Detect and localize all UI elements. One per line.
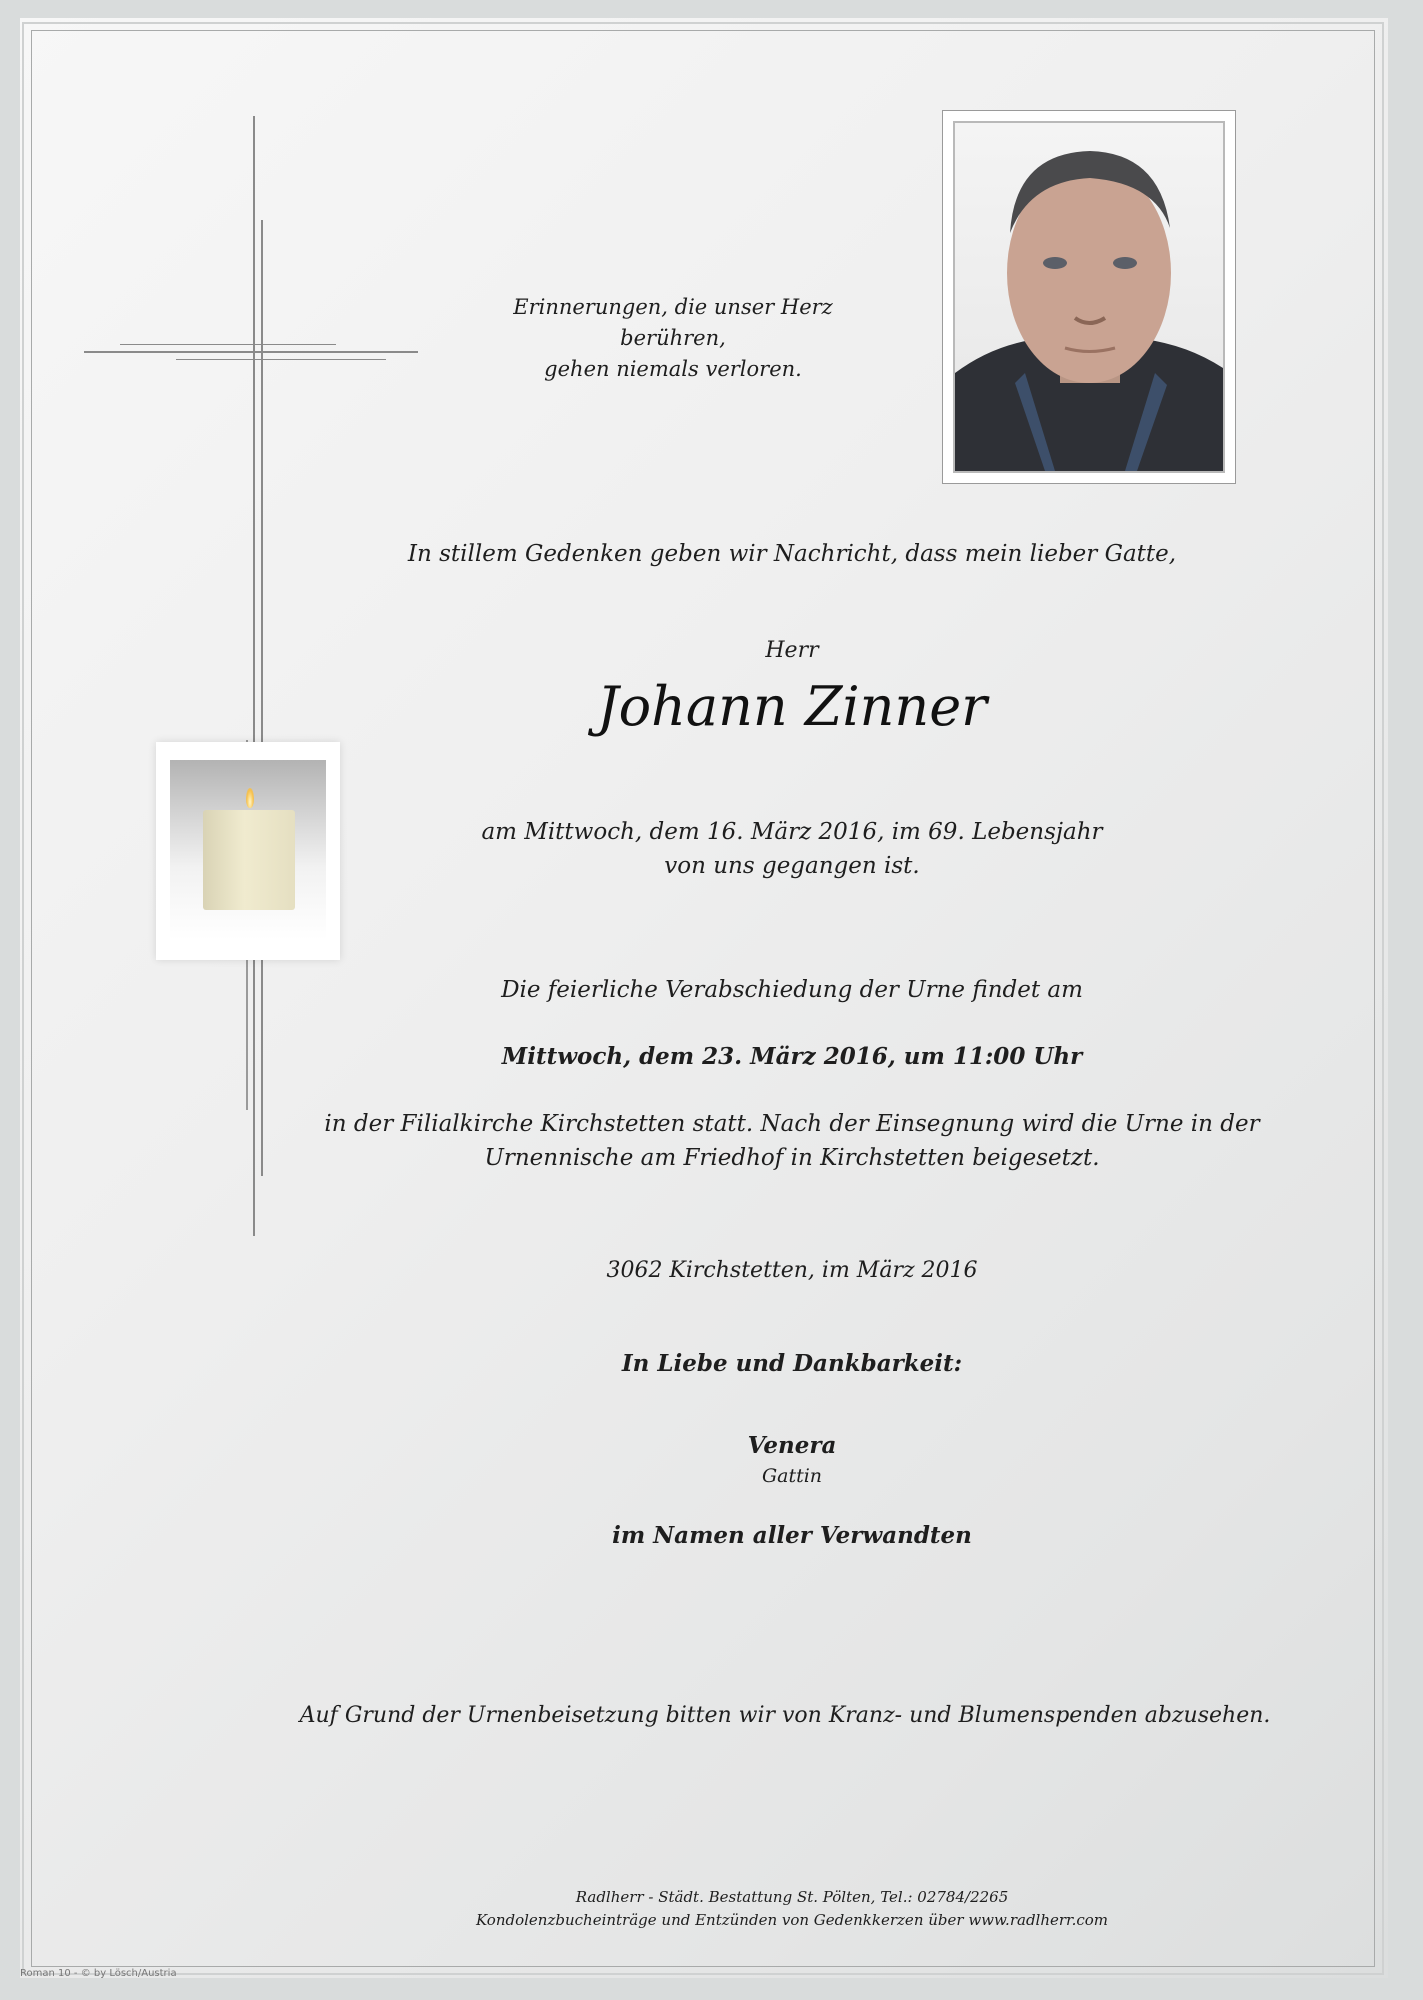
ceremony-line-1: in der Filialkirche Kirchstetten statt. Nach der Einsegnung wird die Urne in der bbox=[324, 1111, 1260, 1137]
death-line-2: von uns gegangen ist. bbox=[664, 853, 920, 879]
place-date: 3062 Kirchstetten, im März 2016 bbox=[606, 1258, 978, 1283]
ceremony-intro: Die feierliche Verabschiedung der Urne findet am bbox=[501, 977, 1083, 1003]
footer-line-2: Kondolenzbucheinträge und Entzünden von Gedenkkerzen über www.radlherr.com bbox=[476, 1911, 1108, 1929]
deceased-name: Johann Zinner bbox=[597, 675, 987, 738]
mourner-name: Venera bbox=[747, 1432, 837, 1459]
intro-text: In stillem Gedenken geben wir Nachricht, dass mein lieber Gatte, bbox=[407, 541, 1177, 567]
ceremony-datetime: Mittwoch, dem 23. März 2016, um 11:00 Uhr bbox=[501, 1043, 1083, 1070]
imprint: Roman 10 - © by Lösch/Austria bbox=[20, 1968, 177, 1979]
footer-line-1: Radlherr - Städt. Bestattung St. Pölten, Tel.: 02784/2265 bbox=[575, 1888, 1009, 1906]
ceremony-line-2: Urnennische am Friedhof in Kirchstetten beigesetzt. bbox=[484, 1145, 1100, 1171]
quote-line-3: gehen niemals verloren. bbox=[544, 357, 802, 381]
quote-line-2: berühren, bbox=[620, 326, 726, 350]
gratitude-heading: In Liebe und Dankbarkeit: bbox=[621, 1350, 963, 1377]
mourner-relation: Gattin bbox=[761, 1465, 823, 1487]
donation-note: Auf Grund der Urnenbeisetzung bitten wir von Kranz- und Blumenspenden abzusehen. bbox=[299, 1703, 1271, 1728]
quote-line-1: Erinnerungen, die unser Herz bbox=[513, 295, 833, 319]
death-line-1: am Mittwoch, dem 16. März 2016, im 69. Lebensjahr bbox=[481, 819, 1103, 845]
honorific: Herr bbox=[765, 638, 819, 663]
relatives-line: im Namen aller Verwandten bbox=[612, 1522, 972, 1549]
